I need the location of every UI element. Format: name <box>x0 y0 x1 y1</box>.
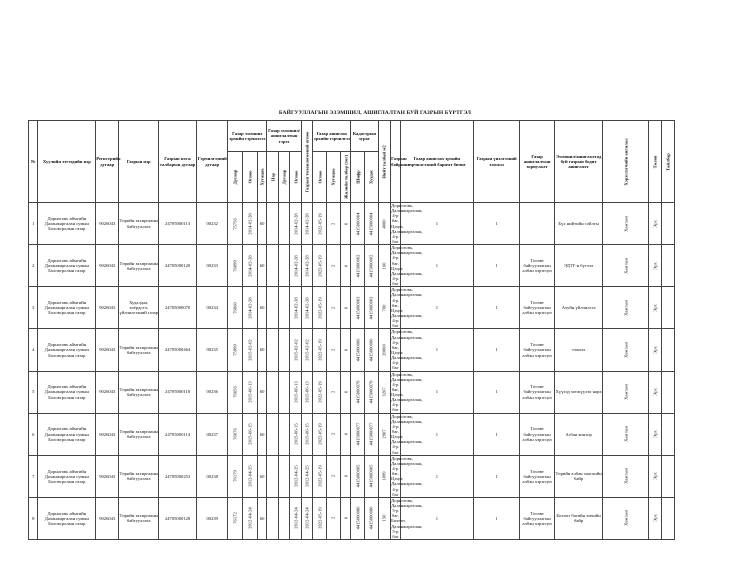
cell-v2: Эрх <box>649 413 662 455</box>
cell-num: 76056 <box>228 371 243 413</box>
cell-owner: Дорноговь аймгийн Даланжаргалан сумын Боловсролын газар <box>38 413 96 455</box>
cell-n2: 1 <box>474 413 520 455</box>
cell-parcel: Төрийн захиргааны байгууллага <box>119 371 159 413</box>
cell-cdate: 2015-06-15 <box>290 413 302 455</box>
cell-v3 <box>662 245 675 287</box>
cell-cert: 00238 <box>196 455 228 497</box>
cell-n2: 1 <box>474 245 520 287</box>
col-reg-no: Регистрийн дугаар <box>96 121 119 203</box>
cell-use: Бүх нийтийн сойлгы <box>554 203 602 245</box>
cell-parcel: Төрийн захиргааны байгууллага <box>119 497 159 539</box>
cell-purpose <box>520 203 555 245</box>
cell-cdate: 2012-04-24 <box>290 497 302 539</box>
cell-n1: 1 <box>400 203 474 245</box>
cell-cipher: 4415000003 <box>351 287 365 329</box>
cell-address: Дорноговь, Даланжаргалан, 4-р баг, Цэцэг, Даланжаргалан, 4-р баг <box>391 287 423 329</box>
cell-udate: 2022-05-19 <box>313 497 327 539</box>
cell-reg: 9026043 <box>96 497 119 539</box>
cell-purpose: Төсөвт байгууллагын албан хэрэгцээ <box>520 497 555 539</box>
table-row <box>29 287 721 329</box>
cell-reg: 9026043 <box>96 329 119 371</box>
cell-n1: 1 <box>400 497 474 539</box>
cell-owner: Дорноговь аймгийн Даланжаргалан сумын Боловсролын газар <box>38 245 96 287</box>
cell-uterm: 2 <box>327 371 341 413</box>
col-cadastre-page: Хуудас <box>364 152 378 203</box>
col-use-cert-term: Хугацаа <box>327 152 341 203</box>
cell-cnum <box>278 455 290 497</box>
col-cadastre-cipher: Шифр <box>351 152 365 203</box>
cell-no: 3 <box>29 287 38 329</box>
table-row <box>29 497 721 539</box>
cell-cdate: 2012-04-25 <box>290 455 302 497</box>
cell-cname <box>267 329 279 371</box>
cell-area: 160 <box>378 245 391 287</box>
cell-unit: 24705000128 <box>159 497 197 539</box>
cell-v1: Хамтын <box>603 287 649 329</box>
cell-plan: 2015-02-02 <box>301 329 313 371</box>
cell-page: 4415000079 <box>364 371 378 413</box>
col-possession-term: Хугацаа <box>257 152 266 203</box>
col-possession-number: Дугаар <box>228 152 243 203</box>
cell-no: 1 <box>29 203 38 245</box>
cell-purpose: Төсөвт байгууллагын албан хэрэгцээ <box>520 287 555 329</box>
cell-udate: 2022-05-19 <box>313 371 327 413</box>
cell-address: Дорноговь, Даланжаргалан, 4-р баг, Цэцэг, Даланжаргалан, 4-р баг <box>391 329 423 371</box>
cell-cname <box>267 497 279 539</box>
cell-unit: 24705000114 <box>159 413 197 455</box>
col-group-contract: Газар эзэмшил/ашиглалтын гэрээ <box>267 121 302 152</box>
cell-n1: 1 <box>400 371 474 413</box>
col-v2: Төлөв <box>649 121 662 203</box>
cell-reg: 9026043 <box>96 455 119 497</box>
cell-plan: 2012-04-25 <box>301 455 313 497</box>
cell-parcel: Төрийн захиргааны байгууллага <box>119 245 159 287</box>
cell-plan: 2015-06-13 <box>301 371 313 413</box>
cell-fee: 0 <box>340 245 351 287</box>
cell-cdate: 2014-02-28 <box>290 203 302 245</box>
col-no: № <box>29 121 38 203</box>
col-certificate-no: Гэрчилгээний дугаар <box>196 121 228 203</box>
cell-address: Дорноговь, Даланжаргалан, 4-р баг, Цэцэг, Даланжаргалан, 4-р баг <box>391 203 423 244</box>
table-row <box>29 329 721 371</box>
cell-v2: Эрх <box>649 203 662 245</box>
cell-cname <box>267 245 279 287</box>
cell-area: 150 <box>378 497 391 539</box>
cell-term: 60 <box>257 329 266 371</box>
cell-v1: Хамтын <box>603 329 649 371</box>
cell-cnum <box>278 371 290 413</box>
col-possession-date: Огноо <box>243 152 258 203</box>
cell-purpose: Төсөвт байгууллагын албан хэрэгцээ <box>520 371 555 413</box>
cell-cname <box>267 287 279 329</box>
cell-fee: 0 <box>340 497 351 539</box>
cell-cert: 00236 <box>196 371 228 413</box>
cell-n1: 1 <box>400 245 474 287</box>
cell-cdate: 2014-02-28 <box>290 287 302 329</box>
cell-owner: Дорноговь аймгийн Даланжаргалан сумын Боловсролын газар <box>38 455 96 497</box>
cell-cipher: 4415000006 <box>351 329 365 371</box>
cell-use: тэжээл <box>554 329 602 371</box>
cell-parcel: Төрийн захиргааны байгууллага <box>119 413 159 455</box>
cell-parcel: Төрийн захиргааны байгууллага <box>119 329 159 371</box>
cell-cert: 00235 <box>196 329 228 371</box>
cell-cnum <box>278 413 290 455</box>
cell-page: 4415000006 <box>364 329 378 371</box>
cell-num: 76172 <box>228 497 243 539</box>
col-current-use: Эзэмшил/ашиглалтад буй газрын бодит ашиглалт <box>554 121 602 203</box>
cell-v3 <box>662 329 675 371</box>
col-group-cadastre: Кадастрын зураг <box>351 121 378 152</box>
cell-v3 <box>662 455 675 497</box>
table-row <box>29 245 721 287</box>
cell-v1: Хамтын <box>603 203 649 245</box>
cell-cdate: 2015-02-02 <box>290 329 302 371</box>
cell-plan: 2015-06-15 <box>301 413 313 455</box>
cell-reg: 9026043 <box>96 371 119 413</box>
cell-cnum <box>278 497 290 539</box>
cell-use: ЭДТГ-н бүтээл <box>554 245 602 287</box>
cell-udate: 2022-05-19 <box>313 287 327 329</box>
cell-use: Бөхөөт багийн эмчийн байр <box>554 497 602 539</box>
cell-unit: 24705000070 <box>159 287 197 329</box>
cell-use: Агбаи контор <box>554 413 602 455</box>
cell-address: Дорноговь, Даланжаргалан, 4-р баг, Цэцэг, Даланжаргалан, 4-р баг <box>391 245 423 287</box>
cell-fee: 0 <box>340 287 351 329</box>
cell-reg: 9026043 <box>96 203 119 245</box>
col-contract-name: Нэр <box>267 152 279 203</box>
cell-n2: 1 <box>474 371 520 413</box>
cell-owner: Дорноговь аймгийн Даланжаргалан сумын Боловсролын газар <box>38 203 96 245</box>
cell-cnum <box>278 203 290 245</box>
cell-v3 <box>662 497 675 539</box>
cell-uterm: 2 <box>327 455 341 497</box>
col-group-possession: Газар эзэмших эрхийн гэрчилгээ <box>228 121 267 152</box>
cell-num: 75756 <box>228 203 243 245</box>
cell-cipher: 4415000079 <box>351 371 365 413</box>
cell-unit: 24705000118 <box>159 371 197 413</box>
cell-unit: 24705000253 <box>159 455 197 497</box>
cell-cname <box>267 203 279 245</box>
cell-v2: Эрх <box>649 287 662 329</box>
cell-term: 60 <box>257 245 266 287</box>
cell-date: 2014-02-28 <box>243 245 258 287</box>
col-purpose: Газар ашиглалтын зориулалт <box>520 121 555 203</box>
cell-date: 2015-06-15 <box>243 413 258 455</box>
cell-n1: 1 <box>400 413 474 455</box>
cell-cert: 00239 <box>196 497 228 539</box>
cell-num: 76076 <box>228 413 243 455</box>
cell-purpose: Төсөвт байгууллагын албан хэрэгцээ <box>520 245 555 287</box>
cell-owner: Дорноговь аймгийн Даланжаргалан сумын Боловсролын газар <box>38 371 96 413</box>
col-parcel-name: Газрын нэр <box>119 121 159 203</box>
cell-owner: Дорноговь аймгийн Даланжаргалан сумын Боловсролын газар <box>38 497 96 539</box>
cell-v1: Хамтын <box>603 497 649 539</box>
cell-cipher: 4415000080 <box>351 497 365 539</box>
col-v3: Тайлбар <box>662 121 675 203</box>
cell-area: 700 <box>378 287 391 329</box>
cell-n2: 1 <box>474 203 520 245</box>
cell-cipher: 4415000077 <box>351 413 365 455</box>
col-use-cert-fee: Жилийн төлбөр (төг) <box>340 152 351 203</box>
cell-n2: 1 <box>474 497 520 539</box>
cell-v2: Эрх <box>649 371 662 413</box>
cell-fee: 0 <box>340 203 351 245</box>
cell-v1: Хамтын <box>603 371 649 413</box>
cell-term: 60 <box>257 203 266 245</box>
cell-page: 4415000080 <box>364 497 378 539</box>
cell-v3 <box>662 203 675 245</box>
table-row <box>29 203 721 245</box>
cell-address: Дорноговь, Даланжаргалан, 4-р баг, Цэцэг, Даланжаргалан, 4-р баг <box>391 371 423 413</box>
cell-uterm: 2 <box>327 329 341 371</box>
cell-use: Ахуйн үйлчилгээ <box>554 287 602 329</box>
cell-term: 60 <box>257 413 266 455</box>
cell-udate: 2022-05-19 <box>313 455 327 497</box>
cell-cert: 00232 <box>196 203 228 245</box>
cell-page: 4415000004 <box>364 203 378 245</box>
cell-purpose: Төсөвт байгууллагын албан хэрэгцээ <box>520 413 555 455</box>
cell-reg: 9026043 <box>96 287 119 329</box>
cell-v3 <box>662 413 675 455</box>
cell-no: 7 <box>29 455 38 497</box>
cell-date: 2012-04-24 <box>243 497 258 539</box>
cell-date: 2012-04-25 <box>243 455 258 497</box>
cell-page: 4415000003 <box>364 287 378 329</box>
cell-n1: 1 <box>400 287 474 329</box>
cell-uterm: 2 <box>327 203 341 245</box>
col-owner: Хуулийн этгээдийн нэр <box>38 121 96 203</box>
cell-cipher: 4415000002 <box>351 245 365 287</box>
cell-area: 20000 <box>378 329 391 371</box>
cell-use: Хүүхэд хөгжүүлэх нарх <box>554 371 602 413</box>
cell-no: 6 <box>29 413 38 455</box>
cell-no: 4 <box>29 329 38 371</box>
document-title: БАЙГУУЛЛАГЫН ЭЗЭМШИЛ, АШИГЛАЛТАН БУЙ ГАЗРЫН БҮРТГЭЛ <box>278 110 472 116</box>
cell-cert: 00233 <box>196 245 228 287</box>
cell-n2: 1 <box>474 455 520 497</box>
cell-n1: 1 <box>400 455 474 497</box>
cell-parcel: Төрийн захиргааны байгууллага <box>119 455 159 497</box>
cell-use: Төрийн албан хаагчийн байр <box>554 455 602 497</box>
cell-cert: 00237 <box>196 413 228 455</box>
cell-v3 <box>662 371 675 413</box>
cell-num: 76060 <box>228 287 243 329</box>
cell-n1: 1 <box>400 329 474 371</box>
cell-no: 8 <box>29 497 38 539</box>
cell-v2: Эрх <box>649 455 662 497</box>
col-note-2: Газрын үнэлгээний хэмжээ <box>474 121 520 203</box>
cell-num: 75999 <box>228 329 243 371</box>
cell-uterm: 2 <box>327 497 341 539</box>
cell-area: 4000 <box>378 203 391 245</box>
cell-date: 2015-06-13 <box>243 371 258 413</box>
cell-v2: Эрх <box>649 329 662 371</box>
cell-page: 4415000077 <box>364 413 378 455</box>
col-parcel-unit: Газрын нэгж талбарын дугаар <box>159 121 197 203</box>
table-row <box>29 371 721 413</box>
cell-v1: Хамтын <box>603 413 649 455</box>
col-use-cert-date: Огноо <box>313 152 327 203</box>
cell-cert: 00234 <box>196 287 228 329</box>
cell-plan: 2012-04-24 <box>301 497 313 539</box>
cell-cipher: 4415000005 <box>351 455 365 497</box>
cell-udate: 2022-05-19 <box>313 413 327 455</box>
cell-date: 2015-02-02 <box>243 329 258 371</box>
register-rows <box>29 203 721 540</box>
cell-cipher: 4415000004 <box>351 203 365 245</box>
cell-fee: 0 <box>340 371 351 413</box>
table-row <box>29 413 721 455</box>
cell-term: 60 <box>257 497 266 539</box>
cell-plan: 2014-02-28 <box>301 203 313 245</box>
cell-n2: 1 <box>474 329 520 371</box>
cell-unit: 24705000120 <box>159 245 197 287</box>
col-contract-date: Огноо <box>290 152 302 203</box>
cell-parcel: Худалдаа, хоёрдогч, үйлчилгээний газар <box>119 287 159 329</box>
cell-v3 <box>662 287 675 329</box>
cell-udate: 2022-05-19 <box>313 245 327 287</box>
cell-no: 2 <box>29 245 38 287</box>
cell-area: 3267 <box>378 371 391 413</box>
cell-page: 4415000005 <box>364 455 378 497</box>
cell-cnum <box>278 287 290 329</box>
cell-uterm: 2 <box>327 413 341 455</box>
col-note-1: Газар ашиглах эрхийн гэрчилгээний баримт бичиг <box>400 121 474 203</box>
cell-address: Дорноговь, Даланжаргалан, 4-р баг, Цэцэг, Даланжаргалан, 4-р баг <box>391 413 423 455</box>
col-plan-date: Газрын төлөвлөгөөний огноо <box>301 121 313 203</box>
cell-term: 60 <box>257 287 266 329</box>
cell-uterm: 2 <box>327 245 341 287</box>
cell-unit: 24705000464 <box>159 329 197 371</box>
cell-udate: 2022-05-19 <box>313 329 327 371</box>
cell-fee: 0 <box>340 329 351 371</box>
cell-uterm: 2 <box>327 287 341 329</box>
table-row <box>29 455 721 497</box>
cell-fee: 0 <box>340 455 351 497</box>
cell-v2: Эрх <box>649 245 662 287</box>
cell-udate: 2022-05-19 <box>313 203 327 245</box>
header-row-1 <box>29 121 721 152</box>
cell-num: 76099 <box>228 245 243 287</box>
cell-purpose: Төсөвт байгууллагын албан хэрэгцээ <box>520 329 555 371</box>
col-area: Нийт талбай м2 <box>378 121 391 203</box>
cell-area: 2907 <box>378 413 391 455</box>
cell-plan: 2014-02-28 <box>301 245 313 287</box>
cell-address: Дорноговь, Даланжаргалан, 4-р баг, Цэцэг, Даланжаргалан, 4-р баг <box>391 455 423 497</box>
land-register-table <box>28 120 721 540</box>
cell-cname <box>267 371 279 413</box>
cell-num: 76179 <box>228 455 243 497</box>
cell-unit: 24705000113 <box>159 203 197 245</box>
cell-cdate: 2014-02-28 <box>290 245 302 287</box>
cell-reg: 9026043 <box>96 245 119 287</box>
cell-cname <box>267 455 279 497</box>
col-contract-number: Дугаар <box>278 152 290 203</box>
cell-term: 60 <box>257 455 266 497</box>
cell-purpose: Төсөвт байгууллагын албан хэрэгцээ <box>520 455 555 497</box>
cell-date: 2014-02-28 <box>243 203 258 245</box>
cell-fee: 0 <box>340 413 351 455</box>
cell-cnum <box>278 245 290 287</box>
cell-v1: Хамтын <box>603 455 649 497</box>
cell-plan: 2014-02-28 <box>301 287 313 329</box>
cell-parcel: Төрийн захиргааны байгууллага <box>119 203 159 245</box>
cell-owner: Дорноговь аймгийн Даланжаргалан сумын Боловсролын газар <box>38 287 96 329</box>
cell-cname <box>267 413 279 455</box>
cell-area: 1899 <box>378 455 391 497</box>
cell-date: 2014-02-28 <box>243 287 258 329</box>
cell-v2: Эрх <box>649 497 662 539</box>
cell-page: 4415000002 <box>364 245 378 287</box>
cell-address: Дорноговь, Даланжаргалан, 5-р баг, Бөхөөт, Даланжаргалан, 5-р баг <box>391 497 423 539</box>
cell-reg: 9026043 <box>96 413 119 455</box>
col-group-use-cert: Газар ашиглах эрхийн гэрчилгээ <box>313 121 351 152</box>
cell-n2: 1 <box>474 287 520 329</box>
cell-term: 60 <box>257 371 266 413</box>
cell-no: 5 <box>29 371 38 413</box>
cell-v1: Хамтын <box>603 245 649 287</box>
col-address: Газрын байршил <box>391 121 400 203</box>
cell-cdate: 2015-06-13 <box>290 371 302 413</box>
col-v1: Хэрэглэгчийн ангилал <box>603 121 649 203</box>
cell-owner: Дорноговь аймгийн Даланжаргалан сумын Боловсролын газар <box>38 329 96 371</box>
cell-cnum <box>278 329 290 371</box>
